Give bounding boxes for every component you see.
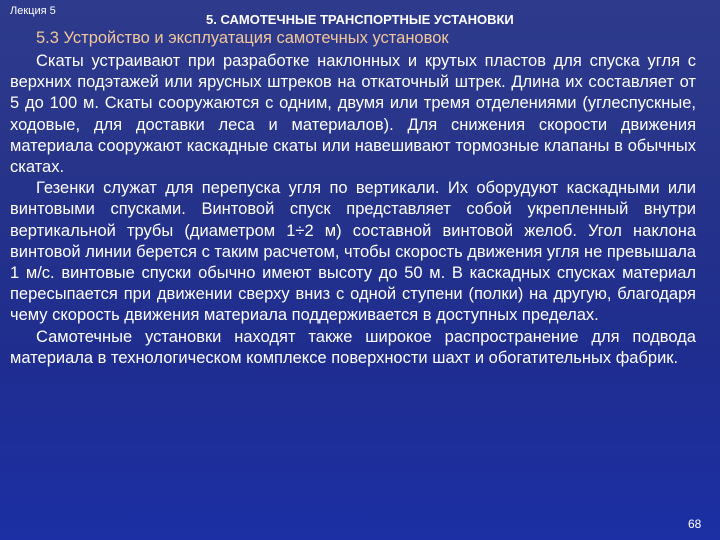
paragraph-gravity-installations: Самотечные установки находят также широкое распространение для подвода материала в технологическом комплексе поверхности шахт и обогатительных фабрик. <box>10 327 696 367</box>
paragraph-winzes: Гезенки служат для перепуска угля по вертикали. Их оборудуют каскадными или винтовыми спусками. Винтовой спуск представляет собой укрепленный внутри вертикальной трубы (диаметром 1÷2 м) составной винтовой желоб. Угол наклона винтовой линии берется с таким расчетом, чтобы скорость движения угля не превышала 1 м/с. винтовые спуски обычно имеют высоту до 50 м. В каскадных спусках материал пересыпается при движении сверху вниз с одной ступени (полки) на другую, благодаря чему скорость движения материала поддерживается в доступных пределах. <box>10 179 696 325</box>
section-title: 5. САМОТЕЧНЫЕ ТРАНСПОРТНЫЕ УСТАНОВКИ <box>206 12 514 27</box>
body-text <box>10 51 696 369</box>
paragraph-chutes: Скаты устраивают при разработке наклонных и крутых пластов для спуска угля с верхних подэтажей или ярусных штреков на откаточный штрек. Длина их составляет от 5 до 100 м. Скаты сооружаются с одним, двумя или тремя отделениями (углеспускные, ходовые, для доставки леса и материалов). Для снижения скорости движения материала сооружают каскадные скаты или навешивают тормозные клапаны в обычных скатах. <box>10 52 696 177</box>
subsection-title: 5.3 Устройство и эксплуатация самотечных установок <box>36 29 449 47</box>
lecture-label: Лекция 5 <box>10 5 56 17</box>
page-number: 68 <box>688 517 702 531</box>
